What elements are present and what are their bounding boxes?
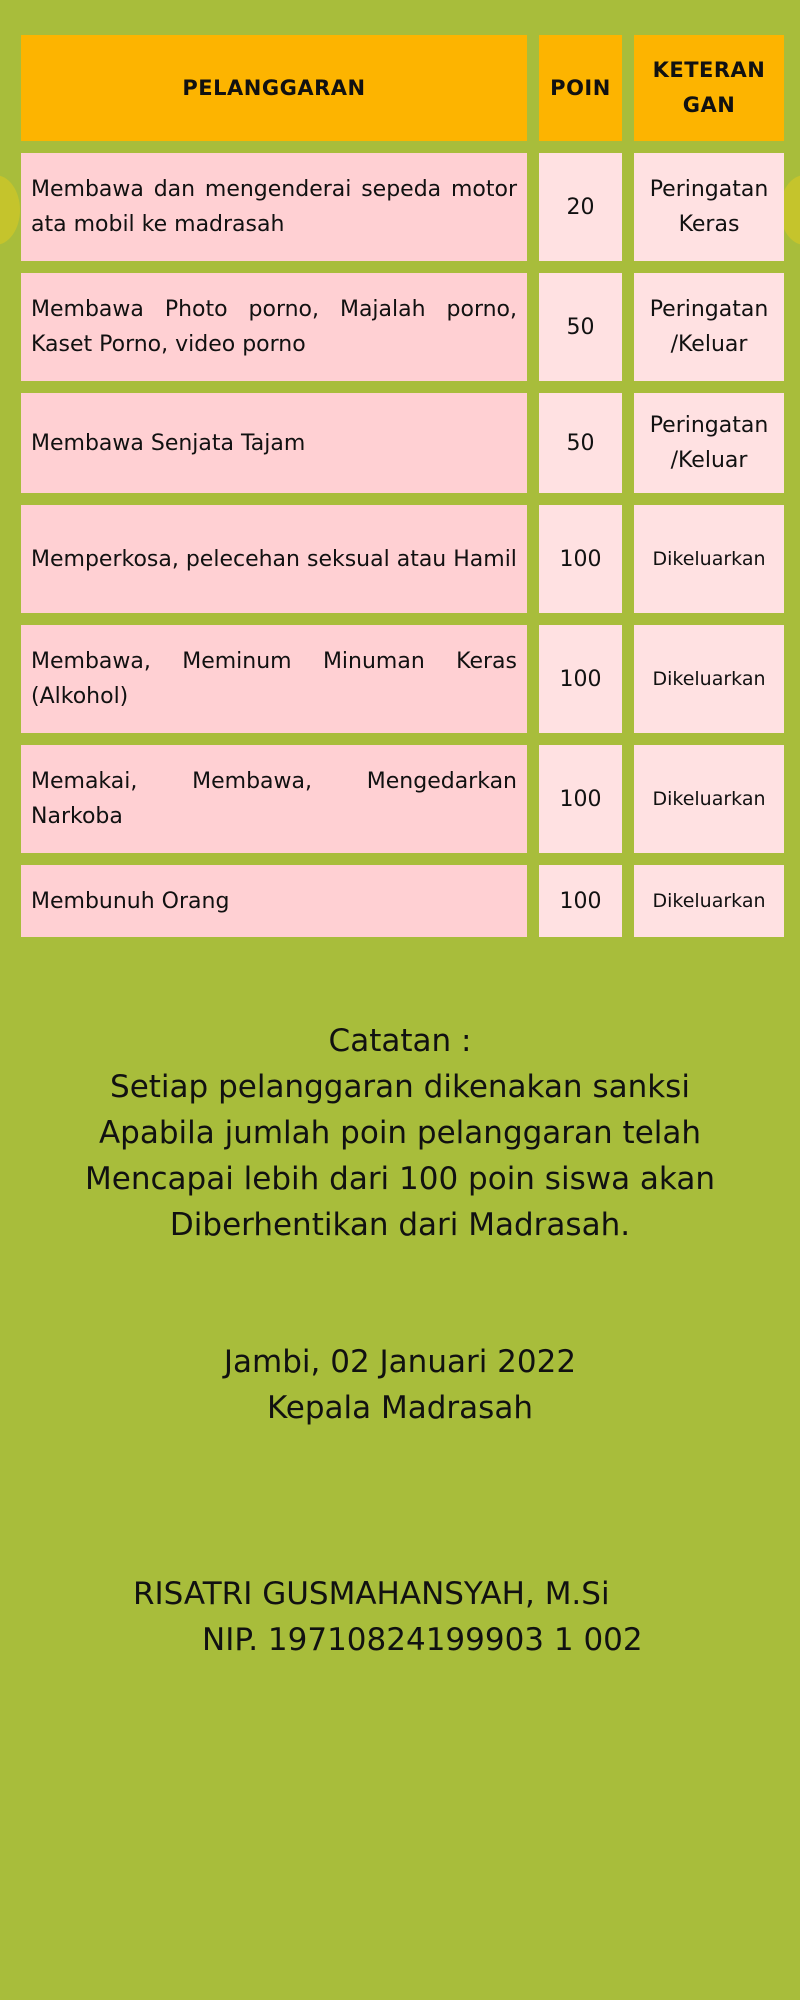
points-cell: 100 <box>539 745 622 853</box>
table-row <box>21 153 784 261</box>
table-row <box>21 745 784 853</box>
sanction-cell: Dikeluarkan <box>634 505 784 613</box>
table-header-row <box>21 35 784 141</box>
points-cell: 100 <box>539 865 622 937</box>
table-row <box>21 625 784 733</box>
violation-cell: Memakai, Membawa, Mengedarkan Narkoba <box>21 745 527 853</box>
place-date: Jambi, 02 Januari 2022 <box>223 1344 577 1380</box>
table-row <box>21 273 784 381</box>
points-cell: 20 <box>539 153 622 261</box>
points-cell: 50 <box>539 273 622 381</box>
sanction-cell: Peringatan Keras <box>634 153 784 261</box>
sanction-cell: Peringatan /Keluar <box>634 393 784 493</box>
note-block <box>0 1018 800 1248</box>
violation-cell: Membunuh Orang <box>21 865 527 937</box>
note-line: Diberhentikan dari Madrasah. <box>169 1207 631 1243</box>
header-keterangan-text: KETERAN GAN <box>652 58 766 117</box>
violation-cell: Membawa dan mengenderai sepeda motor ata mobil ke madrasah <box>21 153 527 261</box>
signature-block <box>0 1339 800 1431</box>
sanction-cell: Peringatan /Keluar <box>634 273 784 381</box>
sanction-cell: Dikeluarkan <box>634 865 784 937</box>
note-line: Apabila jumlah poin pelanggaran telah <box>98 1115 702 1151</box>
signer-nip: NIP. 19710824199903 1 002 <box>202 1622 643 1658</box>
table-row <box>21 393 784 493</box>
header-pelanggaran: PELANGGARAN <box>21 35 527 141</box>
note-line: Mencapai lebih dari 100 poin siswa akan <box>85 1161 715 1197</box>
points-cell: 100 <box>539 625 622 733</box>
violation-cell: Membawa, Meminum Minuman Keras (Alkohol) <box>21 625 527 733</box>
sanction-cell: Dikeluarkan <box>634 745 784 853</box>
header-keterangan <box>634 35 784 141</box>
note-heading: Catatan : <box>328 1023 472 1059</box>
note-line: Setiap pelanggaran dikenakan sanksi <box>110 1069 690 1105</box>
violation-cell: Membawa Senjata Tajam <box>21 393 527 493</box>
points-cell: 100 <box>539 505 622 613</box>
violation-cell: Memperkosa, pelecehan seksual atau Hamil <box>21 505 527 613</box>
violations-table <box>9 23 796 949</box>
signer-position: Kepala Madrasah <box>267 1390 533 1426</box>
violation-cell: Membawa Photo porno, Majalah porno, Kaset Porno, video porno <box>21 273 527 381</box>
points-cell: 50 <box>539 393 622 493</box>
signer-name: RISATRI GUSMAHANSYAH, M.Si <box>133 1576 610 1612</box>
table-row <box>21 505 784 613</box>
sanction-cell: Dikeluarkan <box>634 625 784 733</box>
table-row <box>21 865 784 937</box>
header-poin: POIN <box>539 35 622 141</box>
